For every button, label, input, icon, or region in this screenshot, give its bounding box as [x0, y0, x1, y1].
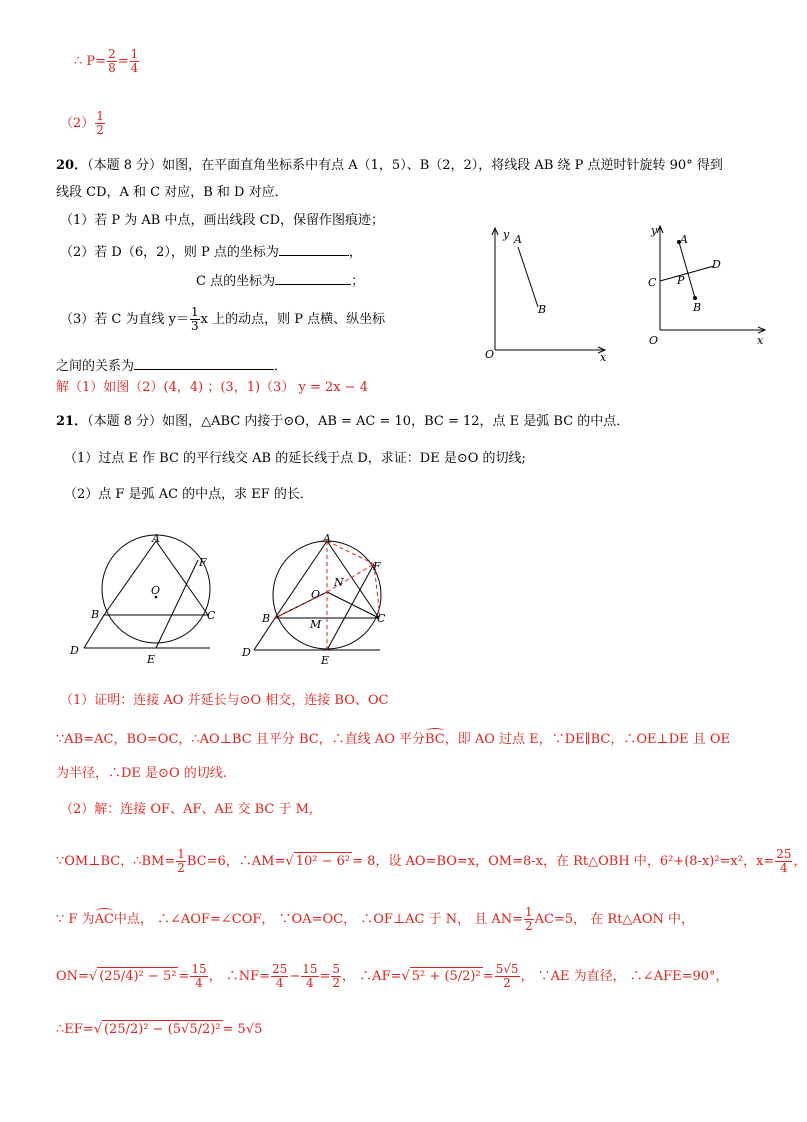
q20-part1: （1）若 P 为 AB 中点，画出线段 CD，保留作图痕迹； [60, 213, 384, 228]
numerator: 5√5 [495, 962, 519, 976]
label-x: x [600, 351, 607, 364]
fraction [176, 848, 186, 875]
label-c: C [207, 609, 216, 622]
numerator: 1 [177, 847, 185, 861]
q21-stem [56, 413, 629, 431]
equals: = [178, 969, 190, 984]
answer-blank[interactable] [279, 241, 349, 256]
solution-text: ∵AB=AC，BO=OC，∴AO⊥BC 且平分 BC，∴直线 AO 平分 [56, 732, 425, 747]
label-y: y [651, 224, 658, 237]
label-o: O [649, 334, 659, 347]
sol21-line4: （2）解：连接 OF、AF、AE 交 BC 于 M, [60, 802, 314, 817]
line-ef [156, 560, 198, 648]
solution-text: ∴EF= [56, 1022, 94, 1037]
fraction [775, 848, 792, 875]
question-text: （2）若 D（6，2），则 P 点的坐标为 [60, 245, 279, 260]
numerator: 15 [302, 962, 318, 976]
q20-part3 [60, 306, 385, 333]
label-n: N [334, 576, 344, 589]
label-d: D [712, 258, 721, 271]
label-d: D [242, 646, 251, 659]
q20-figure-1 [470, 225, 615, 365]
answer-2-line [60, 110, 106, 137]
answer-text: ∴ P [74, 54, 96, 69]
sol21-line1: （1）证明：连接 AO 并延长与⊙O 相交，连接 BO、OC [60, 693, 389, 708]
question-text: 之间的关系为 [56, 359, 135, 374]
q20-answer: 解（1）如图（2）(4，4) ；(3，1)（3） y = 2x − 4 [56, 380, 368, 395]
label-f: F [199, 556, 207, 569]
q21-figure-1 [62, 530, 232, 670]
solution-text: ∵OM⊥BC，∴BM= [56, 854, 176, 869]
label-a: A [323, 532, 331, 545]
denominator: 4 [275, 976, 284, 990]
fraction [95, 110, 105, 137]
denominator: 8 [108, 61, 116, 75]
denominator: 4 [130, 61, 139, 75]
point-b [693, 296, 697, 300]
sol21-line6 [56, 906, 694, 933]
solution-text: ， ∴AF= [342, 969, 402, 984]
label-o: O [151, 584, 161, 597]
denominator: 3 [190, 319, 199, 333]
question-text: x 上的动点，则 P 点横、纵坐标 [200, 312, 386, 327]
label-o: O [485, 348, 495, 361]
label-e: E [321, 654, 330, 667]
numerator: 5 [332, 962, 341, 976]
triangle-abc [104, 541, 208, 615]
numerator: 25 [272, 962, 288, 976]
segment-ab [679, 242, 695, 298]
sqrt-radicand: (25/4)² − 5² [99, 969, 177, 984]
line-oc [327, 592, 379, 618]
arc-bc: BC [425, 732, 445, 747]
fraction [495, 963, 520, 990]
sol21-line5: ∵OM⊥BC，∴BM= $\frac{1}{2}$ BC=6，∴AM=√ 10² − 6² = 8，设 AO=BO=x，OM=8-x，在 Rt△OBH 中，6²+(8-x)²=x²，x= $\frac{25}{4}$ ， [56, 847, 807, 875]
q20-part2 [60, 241, 362, 262]
question-text: 如图，在平面直角坐标系中有点 A（1，5）、B（2，2），将线段 AB 绕 P 点逆时针旋转 90° 得到 [162, 158, 723, 173]
solution-text: AC=5， 在 Rt△AON 中， [534, 912, 694, 927]
sol21-line3: 为半径，∴DE 是⊙O 的切线. [56, 766, 227, 781]
q21-figure-2 [238, 530, 408, 670]
q20-part2b [196, 270, 364, 291]
equals: = [319, 969, 331, 984]
numerator: 1 [130, 47, 139, 61]
label-c: C [377, 612, 386, 625]
answer-blank[interactable] [134, 355, 274, 370]
question-meta: （本题 8 分） [87, 158, 163, 173]
fraction [130, 48, 140, 75]
line-af-dashed [327, 541, 374, 564]
solution-text: BC=6，∴AM= [186, 854, 286, 869]
fraction [190, 306, 200, 333]
label-b: B [262, 612, 271, 625]
punct: ． [274, 359, 288, 374]
denominator: 2 [503, 976, 511, 990]
solution-text: ，即 AO 过点 E，∵DE∥BC，∴OE⊥DE 且 OE [444, 732, 731, 747]
label-p: P [677, 274, 685, 287]
fraction [524, 906, 534, 933]
answer-1-line [74, 48, 140, 75]
sqrt-radicand: 10² − 6² [295, 854, 351, 869]
denominator: 4 [780, 861, 788, 875]
solution-text: = 5√5 [222, 1022, 263, 1037]
denominator: 2 [332, 976, 341, 990]
segment-ab [518, 247, 538, 307]
denominator: 2 [525, 919, 533, 933]
label-e: E [147, 653, 156, 666]
numerator: 1 [525, 905, 533, 919]
label-a: A [152, 532, 160, 545]
q20-part3-cont [56, 355, 287, 376]
question-text: C 点的坐标为 [196, 274, 276, 289]
question-meta: （本题 8 分） [87, 414, 163, 429]
question-text: 如图，△ABC 内接于⊙O，AB = AC = 10，BC = 12，点 E 是弧 BC 的中点． [162, 414, 630, 429]
question-text: （3）若 C 为直线 y＝ [60, 312, 189, 327]
solution-text: ON= [56, 969, 89, 984]
numerator: 25 [776, 847, 792, 861]
punct: ， [793, 854, 807, 869]
solution-text: ， ∴NF= [208, 969, 271, 984]
label-b: B [693, 301, 702, 314]
denominator: 2 [177, 861, 185, 875]
label-m: M [310, 618, 322, 631]
answer-label: （2） [60, 116, 95, 131]
label-b: B [91, 608, 100, 621]
label-y: y [503, 228, 510, 241]
sqrt-radicand: (25/2)² − (5√5/2)² [103, 1022, 221, 1037]
equals: = [95, 54, 107, 69]
numerator: 1 [96, 109, 104, 123]
fraction [331, 963, 341, 990]
label-o: O [311, 588, 321, 601]
label-a: A [680, 233, 688, 246]
label-d: D [70, 644, 79, 657]
punct: ， [348, 245, 362, 260]
denominator: 4 [306, 976, 314, 990]
q20-stem-line2: 线段 CD，A 和 C 对应，B 和 D 对应． [56, 185, 288, 200]
fraction [301, 963, 318, 990]
denominator: 2 [96, 123, 104, 137]
solution-text: ∵ F 为 [56, 912, 95, 927]
solution-text: 中点， ∴∠AOF=∠COF， ∵OA=OC， ∴OF⊥AC 于 N， 且 AN= [113, 912, 524, 927]
equals: = [117, 54, 129, 69]
label-f: F [373, 560, 381, 573]
sqrt-radicand: 5² + (5/2)² [411, 969, 481, 984]
fraction [190, 963, 207, 990]
arc-ac: AC [94, 912, 114, 927]
fraction [107, 48, 117, 75]
label-a: A [514, 233, 522, 246]
q21-part2: （2）点 F 是弧 AC 的中点，求 EF 的长． [64, 487, 313, 502]
question-number: 20． [56, 158, 88, 173]
numerator: 1 [190, 305, 199, 319]
denominator: 4 [195, 976, 203, 990]
answer-blank[interactable] [275, 270, 351, 285]
fraction [271, 963, 288, 990]
question-number: 21． [56, 414, 88, 429]
label-c: C [648, 276, 657, 289]
solution-text: = 8，设 AO=BO=x，OM=8-x，在 Rt△OBH 中，6²+(8-x)²=x²，x= [352, 854, 775, 869]
numerator: 15 [191, 962, 207, 976]
q20-figure-2 [640, 220, 780, 355]
numerator: 2 [108, 47, 116, 61]
sol21-line7: ON=√ (25/4)² − 5² = $\frac{15}{4}$ ， ∴NF= $\frac{25}{4}$ − $\frac{15}{4}$ = $\frac{5}{2}$ ， ∴AF=√ 5² + (5/2)² = $\frac{5√5}{2}$ ， ∵AE 为直径， ∴∠AFE=90°， [56, 962, 729, 990]
q21-part1: （1）过点 E 作 BC 的平行线交 AB 的延长线于点 D，求证：DE 是⊙O 的切线; [64, 451, 526, 466]
sol21-line2 [56, 731, 730, 749]
equals: = [482, 969, 494, 984]
q20-stem-line1 [56, 157, 723, 175]
sol21-line8: ∴EF=√ (25/2)² − (5√5/2)² = 5√5 [56, 1022, 263, 1037]
punct: ； [351, 274, 365, 289]
solution-text: ， ∵AE 为直径， ∴∠AFE=90°， [520, 969, 729, 984]
minus: − [289, 969, 301, 984]
label-x: x [757, 334, 764, 347]
label-b: B [538, 303, 547, 316]
